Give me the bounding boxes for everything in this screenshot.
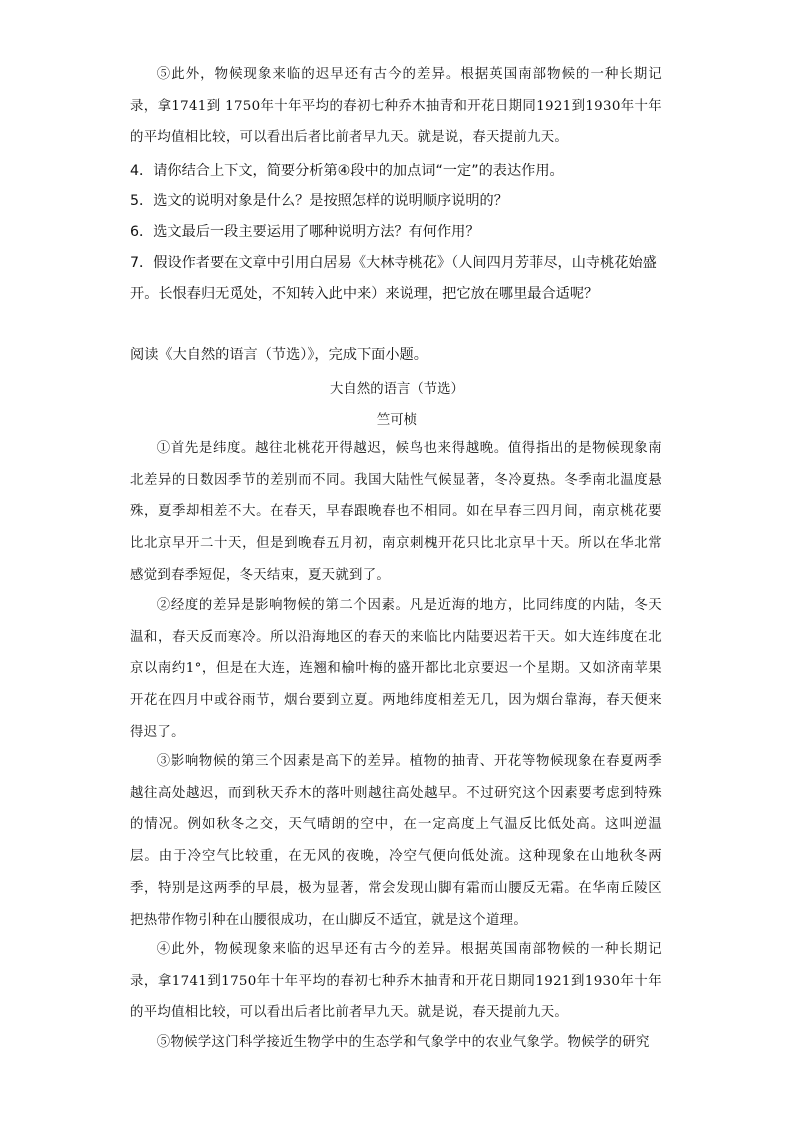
question-5: 5．选文的说明对象是什么？是按照怎样的说明顺序说明的？ [130, 193, 508, 209]
upper-passage-paragraph-5: ⑤此外，物候现象来临的迟早还有古今的差异。根据英国南部物候的一种长期记录，拿1741到 1750年十年平均的春初七种乔木抽青和开花日期同1921到1930年十年的平均值相比较，可以看出后者比前者早九天。就是说，春天提前九天。 [130, 67, 662, 146]
article-paragraph-1: ①首先是纬度。越往北桃花开得越迟，候鸟也来得越晚。值得指出的是物候现象南北差异的日数因季节的差别而不同。我国大陆性气候显著，冬冷夏热。冬季南北温度悬殊，夏季却相差不大。在春天，早春跟晚春也不相同。如在早春三四月间，南京桃花要比北京早开二十天，但是到晚春五月初，南京刺槐开花只比北京早十天。所以在华北常感觉到春季短促，冬天结束，夏天就到了。 [130, 441, 662, 583]
article-paragraph-3: ③影响物候的第三个因素是高下的差异。植物的抽青、开花等物候现象在春夏两季越往高处越迟，而到秋天乔木的落叶则越往高处越早。不过研究这个因素要考虑到特殊的情况。例如秋冬之交，天气晴朗的空中，在一定高度上气温反比低处高。这叫逆温层。由于冷空气比较重，在无风的夜晚，冷空气便向低处流。这种现象在山地秋冬两季，特别是这两季的早晨，极为显著，常会发现山脚有霜而山腰反无霜。在华南丘陵区把热带作物引种在山腰很成功，在山脚反不适宜，就是这个道理。 [130, 754, 662, 928]
question-4: 4．请你结合上下文，简要分析第④段中的加点词“一定”的表达作用。 [130, 163, 564, 179]
article-paragraph-2: ②经度的差异是影响物候的第二个因素。凡是近海的地方，比同纬度的内陆，冬天温和，春天反而寒冷。所以沿海地区的春天的来临比内陆要迟若干天。如大连纬度在北京以南约1°，但是在大连，连翘和榆叶梅的盛开都比北京要迟一个星期。又如济南苹果开花在四月中或谷雨节，烟台要到立夏。两地纬度相差无几，因为烟台靠海，春天便来得迟了。 [130, 598, 662, 740]
question-7: 7．假设作者要在文章中引用白居易《大林寺桃花》（人间四月芳菲尽，山寺桃花始盛开。长恨春归无觅处，不知转入此中来）来说理，把它放在哪里最合适呢？ [130, 255, 657, 302]
question-6: 6．选文最后一段主要运用了哪种说明方法？有何作用？ [130, 224, 480, 240]
article-paragraph-5: ⑤物候学这门科学接近生物学中的生态学和气象学中的农业气象学。物候学的研究 [156, 1035, 650, 1050]
reading-instruction: 阅读《大自然的语言（节选）》，完成下面小题。 [130, 347, 428, 363]
article-paragraph-4: ④此外，物候现象来临的迟早还有古今的差异。根据英国南部物候的一种长期记录，拿1741到1750年十年平均的春初七种乔木抽青和开花日期同1921到1930年十年的平均值相比较，可以看出后者比前者早九天。就是说，春天提前九天。 [130, 942, 662, 1021]
article-author: 竺可桢 [376, 413, 418, 428]
article-title: 大自然的语言（节选） [330, 382, 464, 397]
